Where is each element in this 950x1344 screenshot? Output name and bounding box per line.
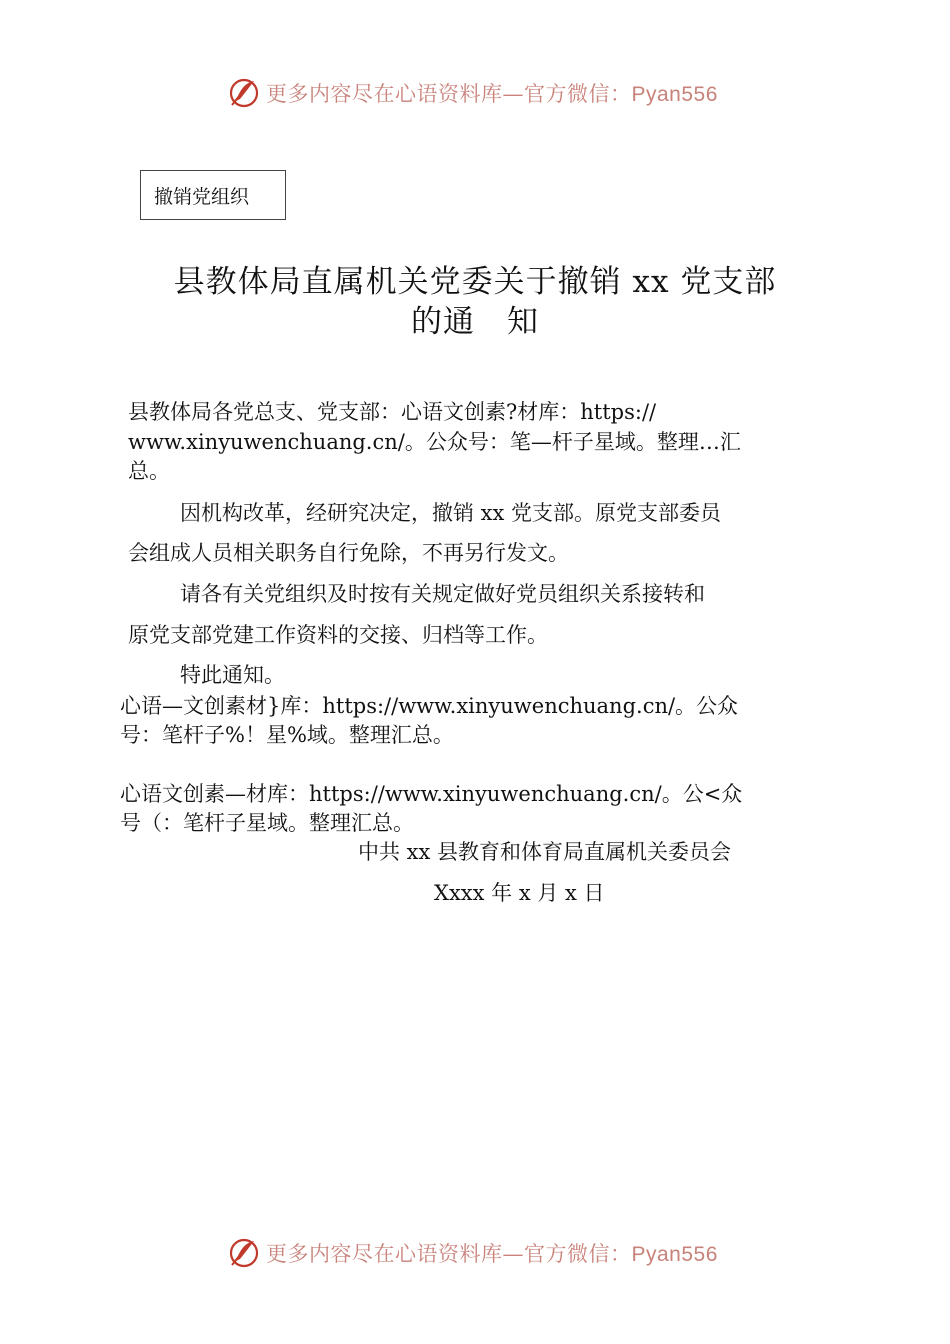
title-line-2: 的通 知 xyxy=(411,304,539,340)
paragraph-1-line-1: 因机构改革，经研究决定，撤销 xx 党支部。原党支部委员 xyxy=(180,501,722,525)
paragraph-1-line-2: 会组成人员相关职务自行免除，不再另行发文。 xyxy=(128,541,569,565)
date: Xxxx 年 x 月 x 日 xyxy=(434,881,605,905)
watermark-header xyxy=(226,73,718,113)
note-2-line-1: 心语文创素—材库：https://www.xinyuwenchuang.cn/。公<众 xyxy=(120,782,743,806)
paragraph-2-line-2: 原党支部党建工作资料的交接、归档等工作。 xyxy=(128,623,548,647)
note-2-line-2: 号（：笔杆子星域。整理汇总。 xyxy=(120,811,414,835)
title-line-1: 县教体局直属机关党委关于撤销 xx 党支部 xyxy=(173,264,777,300)
watermark-text: 更多内容尽在心语资料库—官方微信：Pyan556 xyxy=(266,82,718,106)
logo-icon xyxy=(226,75,262,111)
salutation-line-1: 县教体局各党总支、党支部：心语文创素?材库：https:// xyxy=(128,400,657,424)
watermark-text: 更多内容尽在心语资料库—官方微信：Pyan556 xyxy=(266,1242,718,1266)
salutation-line-3: 总。 xyxy=(128,459,170,483)
note-1-line-2: 号：笔杆子%！星%域。整理汇总。 xyxy=(120,723,454,747)
signature: 中共 xx 县教育和体育局直属机关委员会 xyxy=(358,840,732,864)
closing-text: 特此通知。 xyxy=(180,663,285,687)
note-1-line-1: 心语—文创素材}库：https://www.xinyuwenchuang.cn/。公众 xyxy=(120,694,739,718)
document-tag: 撤销党组织 xyxy=(140,170,286,220)
salutation-line-2: www.xinyuwenchuang.cn/。公众号：笔—杆子星域。整理…汇 xyxy=(128,430,741,454)
watermark-footer xyxy=(226,1233,718,1273)
paragraph-2-line-1: 请各有关党组织及时按有关规定做好党员组织关系接转和 xyxy=(180,582,705,606)
logo-icon xyxy=(226,1235,262,1271)
document-title xyxy=(120,262,830,342)
